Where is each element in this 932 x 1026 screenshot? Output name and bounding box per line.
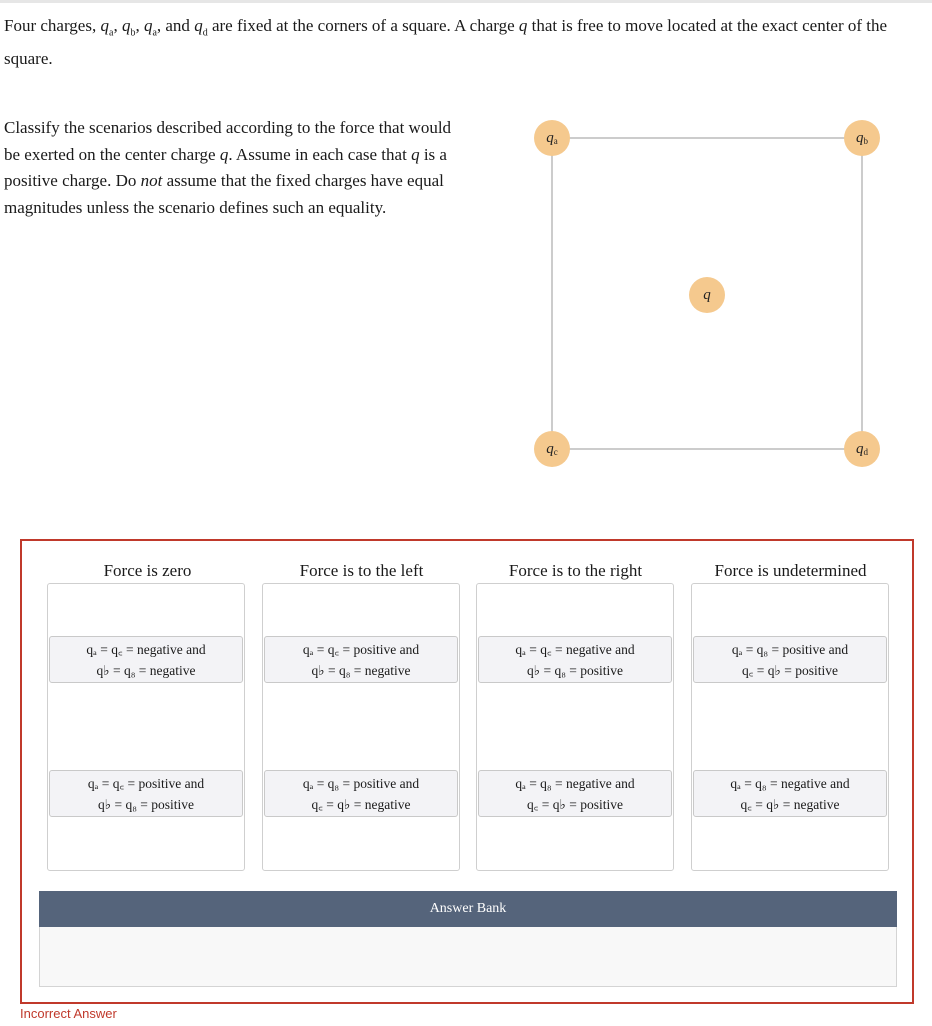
feedback-status: Incorrect Answer [20,1006,117,1021]
instructions: Classify the scenarios described according to the force that would be exerted on the center charge q. Assume in each case that q is a positive charge. Do not assume that the fixed charges have equal magnitudes unless the scenario defines such an equality. [4,118,452,217]
column-header-right: Force is to the right [508,561,643,580]
answer-bank-drop-zone[interactable] [39,927,897,987]
card-line: qₐ = q₈ = positive and [302,776,420,791]
column-header-zero: Force is zero [103,561,192,580]
card-line: qₐ = q₈ = positive and [731,642,849,657]
column-header-undetermined: Force is undetermined [714,561,867,580]
symbol-q: q [411,144,420,164]
top-divider [0,0,932,3]
card-line: qₐ = q₈ = negative and [730,776,850,791]
symbol-qc: $q_a$ [143,16,157,39]
card-line: qₐ = q꜀ = positive and [302,642,420,657]
symbol-qb: $q_b$ [121,16,136,39]
card-line: qₐ = q₈ = negative and [515,776,635,791]
card-line: q♭ = q₈ = negative [311,663,411,678]
card-line: qₐ = q꜀ = negative and [86,642,206,657]
drag-drop-area [20,539,914,1004]
answer-card[interactable] [478,770,672,817]
charge-qb: q $_b$ [844,120,880,156]
charge-qc: q $_c$ [534,431,570,467]
card-line: q♭ = q₈ = positive [97,797,195,812]
drop-zone-right[interactable] [476,583,674,871]
answer-card[interactable] [693,636,887,683]
question-intro: Four charges, $q_a$, $q_b$, $q_a$, and $q_d$ are fixed at the corners of a square. A charge q that is free to move located at the exact center of the square. [4,16,888,69]
card-line: q꜀ = q♭ = negative [311,797,411,812]
charge-center-q: q [689,277,725,313]
answer-card[interactable] [49,636,243,683]
answer-bank-header: Answer Bank [39,891,897,927]
column-header-left: Force is to the left [299,561,424,580]
symbol-q: q [219,144,229,164]
answer-card[interactable] [49,770,243,817]
answer-card[interactable] [264,770,458,817]
card-line: q꜀ = q♭ = positive [526,797,623,812]
symbol-qd: $q_d$ [194,16,208,39]
drop-zone-undetermined[interactable] [691,583,889,871]
charge-qa: q $_a$ [534,120,570,156]
answer-card[interactable] [478,636,672,683]
symbol-q: q [518,16,528,35]
card-line: q꜀ = q♭ = negative [740,797,840,812]
card-line: q♭ = q₈ = positive [526,663,624,678]
drop-zone-zero[interactable] [47,583,245,871]
answer-card[interactable] [264,636,458,683]
card-line: q꜀ = q♭ = positive [741,663,838,678]
symbol-qa: $q_a$ [100,16,114,39]
card-line: qₐ = q꜀ = positive and [87,776,205,791]
answer-card[interactable] [693,770,887,817]
emphasis-not: not [140,171,163,190]
card-line: qₐ = q꜀ = negative and [515,642,635,657]
charge-qd: q $_d$ [844,431,880,467]
card-line: q♭ = q₈ = negative [96,663,196,678]
drop-zone-left[interactable] [262,583,460,871]
